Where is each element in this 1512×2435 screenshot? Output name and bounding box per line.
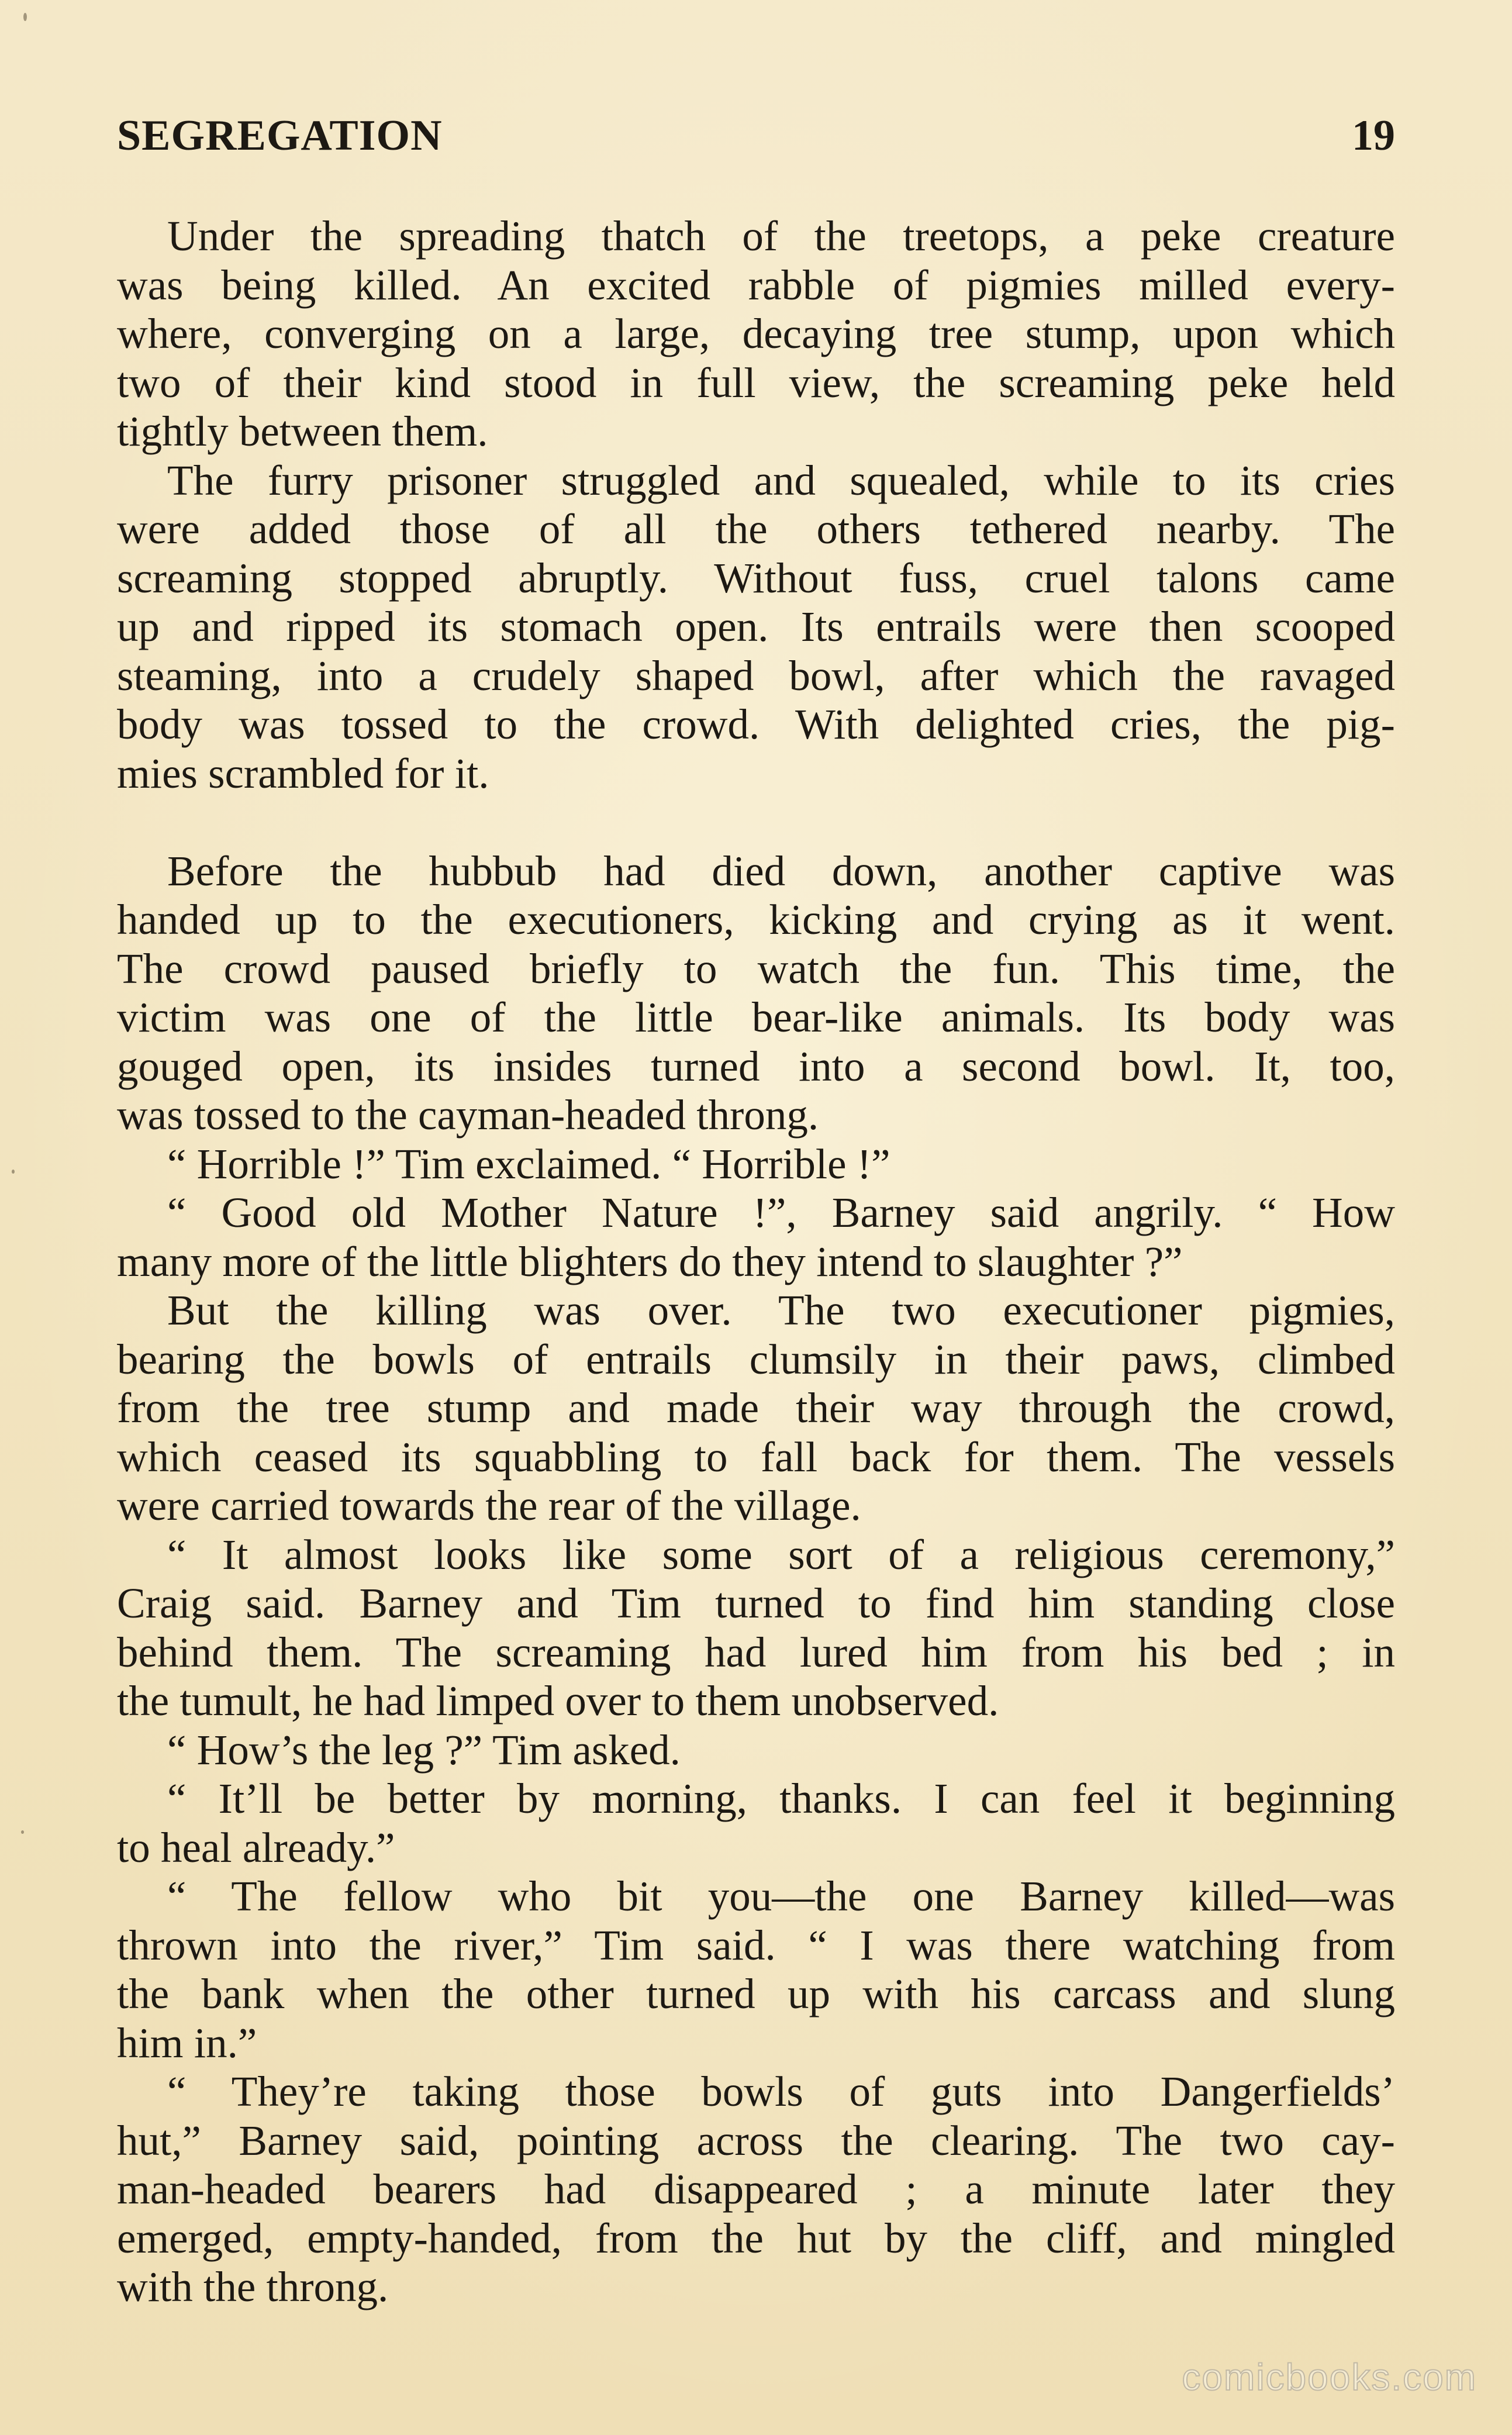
text-line: were carried towards the rear of the village. <box>117 1482 861 1529</box>
text-line: But the killing was over. The two executioner pigmies, <box>167 1287 1395 1334</box>
text-line: The furry prisoner struggled and squealed, while to its cries <box>167 456 1395 504</box>
text-line: “ How’s the leg ?” Tim asked. <box>167 1726 681 1774</box>
text-line: “ They’re taking those bowls of guts into Dangerfields’ <box>167 2068 1395 2115</box>
text-line: the tumult, he had limped over to them unobserved. <box>117 1677 999 1724</box>
text-line: handed up to the executioners, kicking and crying as it went. <box>117 896 1395 943</box>
watermark-logo: comicbooks.com <box>1182 2356 1477 2398</box>
text-line: Craig said. Barney and Tim turned to find him standing close <box>117 1579 1395 1627</box>
text-line: “ It almost looks like some sort of a religious ceremony,” <box>167 1530 1395 1578</box>
text-line: many more of the little blighters do they intend to slaughter ?” <box>117 1237 1183 1285</box>
text-line: tightly between them. <box>117 408 488 455</box>
running-header <box>117 111 1395 164</box>
text-line: were added those of all the others tethered nearby. The <box>117 505 1395 553</box>
text-line: Under the spreading thatch of the treetops, a peke creature <box>167 212 1395 260</box>
paper-speck <box>21 1830 24 1834</box>
page-number: 19 <box>1352 112 1395 160</box>
body-text <box>117 212 1395 2312</box>
text-line: “ Good old Mother Nature !”, Barney said angrily. “ How <box>167 1189 1395 1236</box>
text-line: behind them. The screaming had lured him from his bed ; in <box>117 1628 1395 1676</box>
text-line: “ Horrible !” Tim exclaimed. “ Horrible !” <box>167 1140 890 1188</box>
text-line: from the tree stump and made their way through the crowd, <box>117 1384 1395 1432</box>
text-line: man-headed bearers had disappeared ; a minute later they <box>117 2165 1395 2213</box>
text-line: screaming stopped abruptly. Without fuss, cruel talons came <box>117 554 1395 602</box>
text-line: with the throng. <box>117 2263 389 2310</box>
paper-speck <box>23 13 27 21</box>
text-line: The crowd paused briefly to watch the fun. This time, the <box>117 944 1395 992</box>
text-line: thrown into the river,” Tim said. “ I was there watching from <box>117 1921 1395 1969</box>
running-title: SEGREGATION <box>117 112 443 160</box>
text-line: mies scrambled for it. <box>117 749 489 797</box>
text-line: emerged, empty-handed, from the hut by the cliff, and mingled <box>117 2214 1395 2262</box>
text-line: was being killed. An excited rabble of pigmies milled every- <box>117 261 1395 309</box>
text-line: the bank when the other turned up with his carcass and slung <box>117 1970 1395 2017</box>
text-line: up and ripped its stomach open. Its entrails were then scooped <box>117 603 1395 650</box>
text-line: “ The fellow who bit you—the one Barney killed—was <box>167 1872 1395 1920</box>
text-line: was tossed to the cayman-headed throng. <box>117 1091 819 1139</box>
text-line: to heal already.” <box>117 1823 395 1871</box>
text-line: which ceased its squabbling to fall back for them. The vessels <box>117 1433 1395 1481</box>
text-line: bearing the bowls of entrails clumsily in their paws, climbed <box>117 1335 1395 1383</box>
text-line: body was tossed to the crowd. With delighted cries, the pig- <box>117 701 1395 748</box>
text-line: victim was one of the little bear-like animals. Its body was <box>117 994 1395 1041</box>
text-line: two of their kind stood in full view, the screaming peke held <box>117 358 1395 406</box>
text-line: where, converging on a large, decaying tree stump, upon which <box>117 310 1395 357</box>
text-line: him in.” <box>117 2019 257 2067</box>
text-line: Before the hubbub had died down, another captive was <box>167 847 1395 895</box>
text-line: hut,” Barney said, pointing across the clearing. The two cay- <box>117 2116 1395 2164</box>
text-line: steaming, into a crudely shaped bowl, after which the ravaged <box>117 651 1395 699</box>
text-line: gouged open, its insides turned into a second bowl. It, too, <box>117 1042 1395 1090</box>
paragraph-break <box>117 798 1395 847</box>
text-line: “ It’ll be better by morning, thanks. I can feel it beginning <box>167 1775 1395 1822</box>
paper-speck <box>12 1170 15 1174</box>
